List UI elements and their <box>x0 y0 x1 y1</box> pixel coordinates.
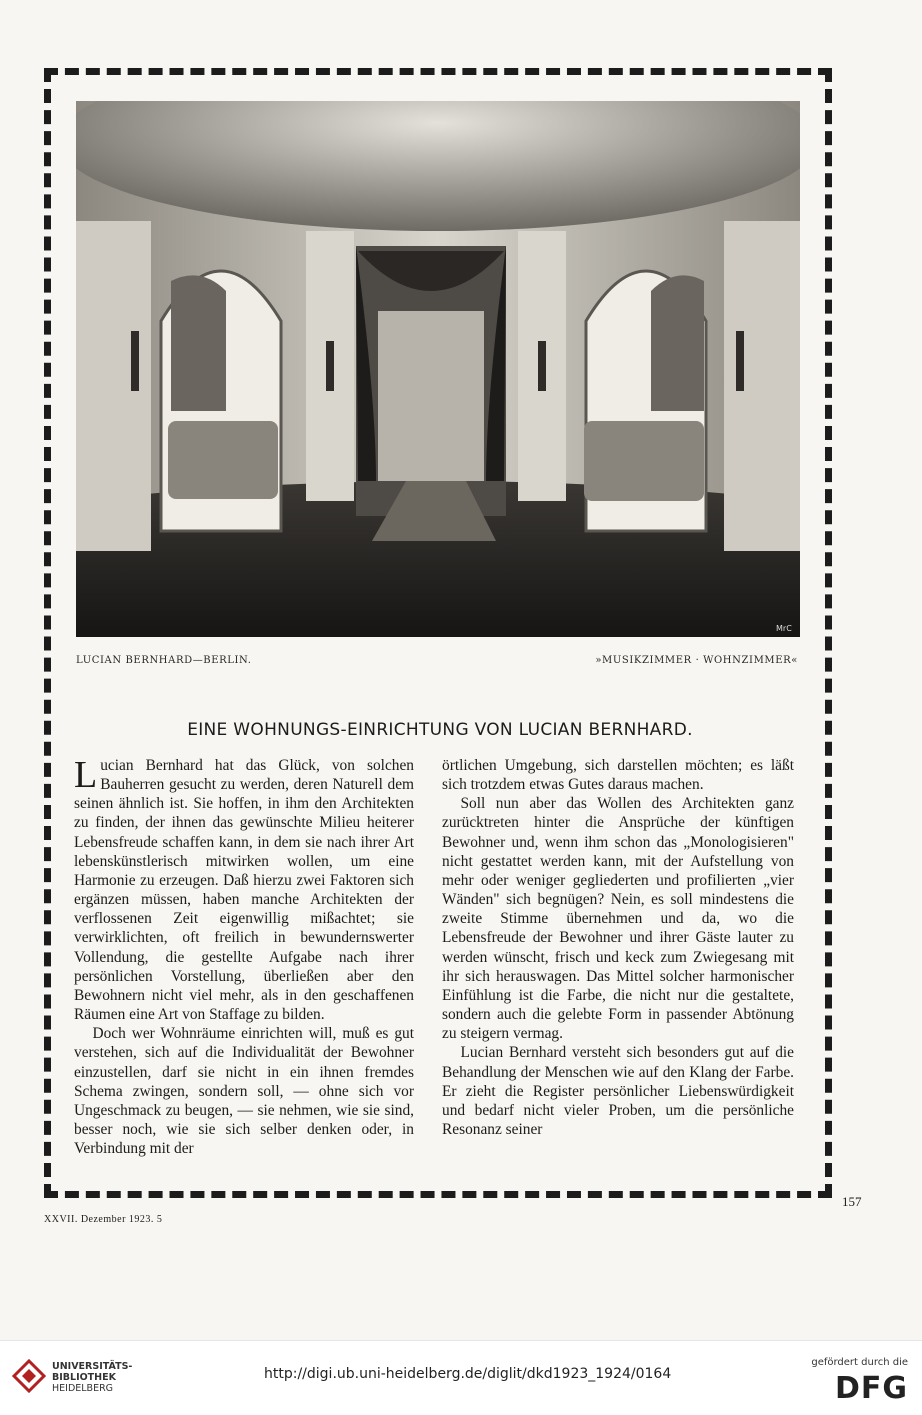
library-name: UNIVERSITÄTS- BIBLIOTHEK HEIDELBERG <box>52 1361 133 1394</box>
page-number: 157 <box>842 1194 862 1209</box>
paragraph: Lucian Bernhard hat das Glück, von solchen Bauherren gesucht zu werden, deren Naturell dem seinen ähnlich ist. Sie hoffen, in ihm den Architekten zu finden, der ihnen das gewünschte Milieu heiterer Lebensfreude schaffen kann, in dem sie nach ihrer Art lebenskünstlerisch mitwirken wollen, um eine Harmonie zu erzeugen. Daß hierzu zwei Faktoren sich ergänzen müssen, haben manche Architekten der verflossenen Zeit eigenwillig mißachtet; sie verwirklichten, oft freilich in bewundernswerter Vollendung, die gestellte Aufgabe nach ihrer persönlichen Vorstellung, überließen aber den Bewohnern nicht viel mehr, als in den geschaffenen Räumen eine Art von Staffage zu bilden. <box>74 754 414 1024</box>
paragraph: Soll nun aber das Wollen des Architekten ganz zurücktreten hinter die Ansprüche der künftigen Bewohner und, wenn ihm schon das „Monologisieren" nicht gestattet werden kann, mit der Aufstellung von mehr oder weniger gegliederten und profilierten „vier Wänden" sich begnügen? Nein, es soll mindestens die zweite Stimme übernehmen und da, wo die Lebensfreude der Bewohner und ihrer Gäste lauter zu werden wünscht, frisch und keck zum Zwiegesang mit ihr sich herauswagen. Das Mittel solcher harmonischer Einfühlung ist die Farbe, die nicht nur die gestaltete, sondern auch die gelebte Form in passender Abtönung zu steigern vermag. <box>442 795 794 1043</box>
paragraph: örtlichen Umgebung, sich darstellen möchten; es läßt sich trotzdem etwas Gutes daraus machen. <box>442 757 794 794</box>
university-library-logo-icon <box>12 1359 46 1393</box>
photo-caption-right: »MUSIKZIMMER · WOHNZIMMER« <box>595 655 798 666</box>
issue-line: XXVII. Dezember 1923. 5 <box>44 1214 163 1225</box>
sponsor-text: gefördert durch die <box>811 1357 908 1368</box>
interior-photograph <box>76 101 800 637</box>
text-column-left <box>74 756 414 1158</box>
text-column-right <box>442 756 794 1139</box>
photo-caption-left: LUCIAN BERNHARD—BERLIN. <box>76 655 252 666</box>
source-url-link[interactable]: http://digi.ub.uni-heidelberg.de/diglit/dkd1923_1924/0164 <box>264 1366 672 1382</box>
drop-cap: L <box>74 754 98 796</box>
room-illustration <box>76 101 800 637</box>
article-title: EINE WOHNUNGS-EINRICHTUNG VON LUCIAN BERNHARD. <box>187 720 693 740</box>
paragraph: Lucian Bernhard versteht sich besonders gut auf die Behandlung der Menschen wie auf den Klang der Farbe. Er zieht die Register persönlicher Liebenswürdigkeit und bedarf nicht vieler Proben, um die persönliche Resonanz seiner <box>442 1044 794 1138</box>
dfg-logo: DFG <box>834 1371 908 1406</box>
paragraph: Doch wer Wohnräume einrichten will, muß es gut verstehen, sich auf die Individualität der Bewohner einzustellen, darf sie nicht in ein ihnen fremdes Schema zwingen, sondern soll, — ohne sich vor Ungeschmack zu beugen, — sie nehmen, wie sie sind, besser noch, wie sie sich selber denken oder, in Verbindung mit der <box>74 1025 414 1158</box>
svg-text:MrC: MrC <box>776 624 792 633</box>
digital-library-footer <box>0 1340 922 1415</box>
